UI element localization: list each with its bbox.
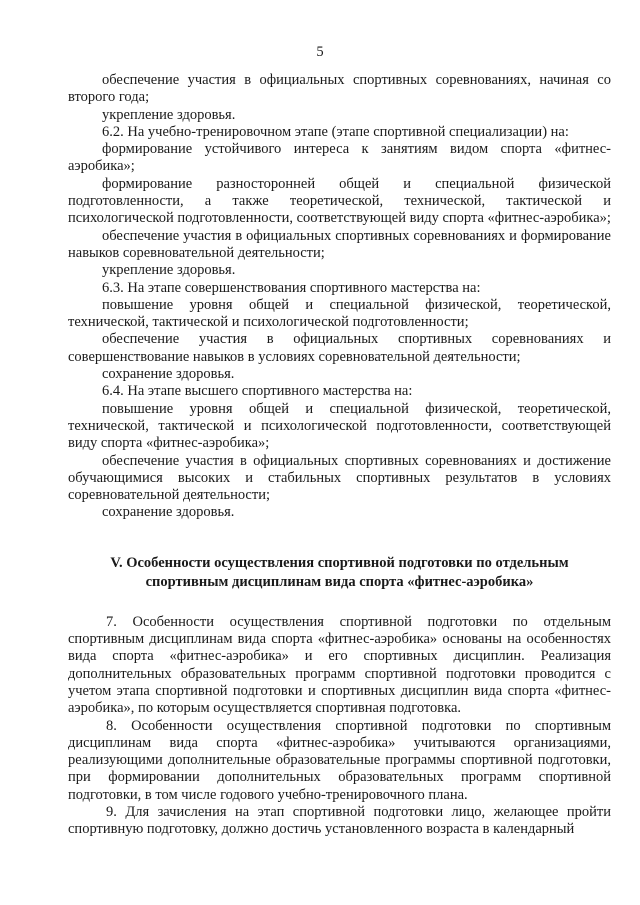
paragraph: обеспечение участия в официальных спортивных соревнованиях и совершенствование навыков в условиях соревновательной деятельности;: [68, 331, 611, 365]
paragraph: укрепление здоровья.: [102, 262, 236, 279]
paragraph: 7. Особенности осуществления спортивной подготовки по отдельным спортивным дисциплинам вида спорта «фитнес-аэробика» основаны на особенностях вида спорта «фитнес-аэробика» и его спортивных дисциплин. Реализация дополнительных образовательных программ спортивной подготовки проводится с учетом этапа спортивной подготовки и спортивных дисциплин вида спорта «фитнес-аэробика», по которым осуществляется спортивная подготовка.: [68, 613, 611, 717]
paragraph: сохранение здоровья.: [102, 504, 235, 521]
paragraph: формирование устойчивого интереса к занятиям видом спорта «фитнес-аэробика»;: [68, 141, 611, 175]
paragraph: 8. Особенности осуществления спортивной подготовки по спортивным дисциплинам вида спорта «фитнес-аэробика» учитываются организациями, реализующими дополнительные образовательные программы спортивной подготовки, при формировании дополнительных образовательных программ спортивной подготовки, в том числе годового учебно-тренировочного плана.: [68, 717, 611, 803]
paragraph: 6.3. На этапе совершенствования спортивного мастерства на:: [102, 279, 481, 296]
paragraph: обеспечение участия в официальных спортивных соревнованиях и формирование навыков соревновательной деятельности;: [68, 227, 611, 261]
document-body: [68, 72, 611, 839]
paragraph: 9. Для зачисления на этап спортивной подготовки лицо, желающее пройти спортивную подготовку, должно достичь установленного возраста в календарный: [68, 803, 611, 838]
paragraph: повышение уровня общей и специальной физической, теоретической, технической, тактической и психологической подготовленности;: [68, 296, 611, 331]
paragraph: сохранение здоровья.: [102, 366, 235, 383]
paragraph: 6.4. На этапе высшего спортивного мастерства на:: [102, 383, 413, 400]
paragraph: обеспечение участия в официальных спортивных соревнованиях, начиная со второго года;: [68, 72, 611, 106]
paragraph: повышение уровня общей и специальной физической, теоретической, технической, тактической и психологической подготовленности, соответствующей виду спорта «фитнес-аэробика»;: [68, 400, 611, 452]
section-heading: V. Особенности осуществления спортивной подготовки по отдельным спортивным дисциплинам вида спорта «фитнес-аэробика»: [110, 554, 569, 590]
paragraph: укрепление здоровья.: [102, 106, 236, 123]
page-number: 5: [316, 44, 324, 60]
paragraph: формирование разносторонней общей и специальной физической подготовленности, а также теоретической, технической, тактической и психологической подготовленности, соответствующей виду спорта «фитнес-аэробика»;: [68, 175, 611, 227]
paragraph: 6.2. На учебно-тренировочном этапе (этапе спортивной специализации) на:: [102, 123, 569, 140]
paragraph: обеспечение участия в официальных спортивных соревнованиях и достижение обучающимися высоких и стабильных спортивных результатов в условиях соревновательной деятельности;: [68, 452, 611, 504]
